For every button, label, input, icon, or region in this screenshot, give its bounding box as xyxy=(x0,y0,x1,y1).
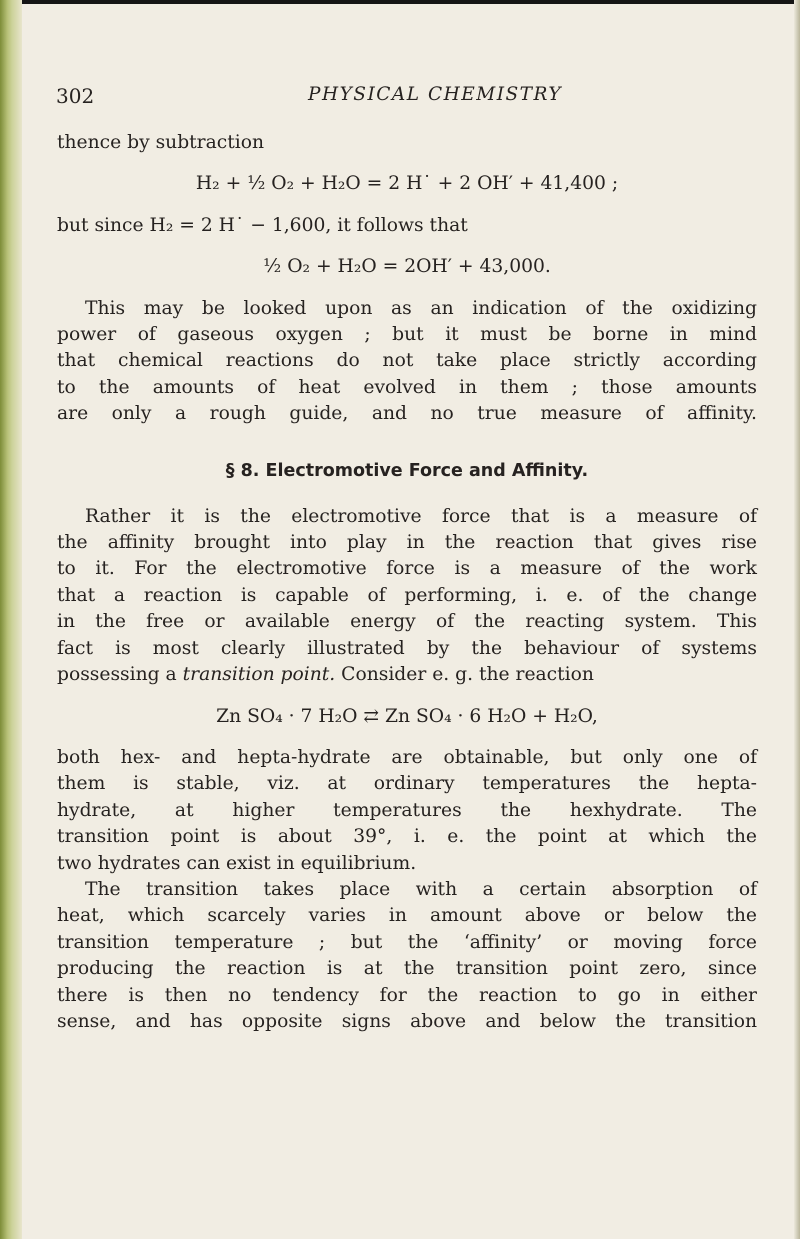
running-head: PHYSICAL CHEMISTRY xyxy=(308,84,563,105)
text-line: in the free or available energy of the reacting system. This xyxy=(57,611,757,633)
text-line: hydrate, at higher temperatures the hexhydrate. The xyxy=(57,799,757,821)
text-line: two hydrates can exist in equilibrium. xyxy=(57,852,417,874)
equation-2: ½ O₂ + H₂O = 2OH′ + 43,000. xyxy=(263,256,551,278)
equation-1: H₂ + ½ O₂ + H₂O = 2 H˙ + 2 OH′ + 41,400 ; xyxy=(195,173,619,195)
text-line: to the amounts of heat evolved in them ; those amounts xyxy=(57,376,757,398)
text-line: both hex- and hepta-hydrate are obtainable, but only one of xyxy=(57,746,757,768)
italic-term: transition point. xyxy=(182,664,336,686)
paragraph-oxidizing-power xyxy=(57,296,757,428)
text-segment: Consider e. g. the reaction xyxy=(335,664,594,686)
paragraph-electromotive-force xyxy=(57,504,757,689)
text-line: transition point is about 39°, i. e. the point at which the xyxy=(57,826,757,848)
text-line: The transition takes place with a certain absorption of xyxy=(85,878,757,900)
text-line: the affinity brought into play in the reaction that gives rise xyxy=(57,532,757,554)
page-body xyxy=(57,130,757,1035)
section-heading: § 8. Electromotive Force and Affinity. xyxy=(225,460,589,481)
text-line: are only a rough guide, and no true measure of affinity. xyxy=(57,403,757,425)
page-header xyxy=(56,84,756,114)
text-segment: possessing a xyxy=(57,664,183,686)
text-line: that a reaction is capable of performing, i. e. of the change xyxy=(57,584,757,606)
text-line: producing the reaction is at the transition point zero, since xyxy=(57,958,757,980)
text-line: This may be looked upon as an indication of the oxidizing xyxy=(85,297,757,319)
book-spine-shadow xyxy=(0,0,22,1239)
text-line: them is stable, viz. at ordinary temperatures the hepta- xyxy=(57,773,757,795)
page-number: 302 xyxy=(56,84,95,108)
page-right-edge xyxy=(794,0,800,1239)
intro-line: thence by subtraction xyxy=(57,132,264,153)
text-line: sense, and has opposite signs above and below the transition xyxy=(57,1010,757,1032)
text-line: fact is most clearly illustrated by the behaviour of systems xyxy=(57,637,757,659)
page-top-edge xyxy=(0,0,800,4)
text-line: transition temperature ; but the ‘affinity’ or moving force xyxy=(57,931,757,953)
text-line: to it. For the electromotive force is a measure of the work xyxy=(57,558,757,580)
since-line: but since H₂ = 2 H˙ − 1,600, it follows that xyxy=(57,214,468,236)
text-line: Rather it is the electromotive force that is a measure of xyxy=(85,505,757,527)
paragraph-transition xyxy=(57,877,757,1035)
text-line: that chemical reactions do not take place strictly according xyxy=(57,350,757,372)
text-line: heat, which scarcely varies in amount above or below the xyxy=(57,905,757,927)
text-line: there is then no tendency for the reaction to go in either xyxy=(57,984,757,1006)
equation-3: Zn SO₄ · 7 H₂O ⇄ Zn SO₄ · 6 H₂O + H₂O, xyxy=(216,705,598,727)
paragraph-hydrates xyxy=(57,745,757,877)
text-line xyxy=(57,662,757,688)
text-line: power of gaseous oxygen ; but it must be borne in mind xyxy=(57,324,757,346)
